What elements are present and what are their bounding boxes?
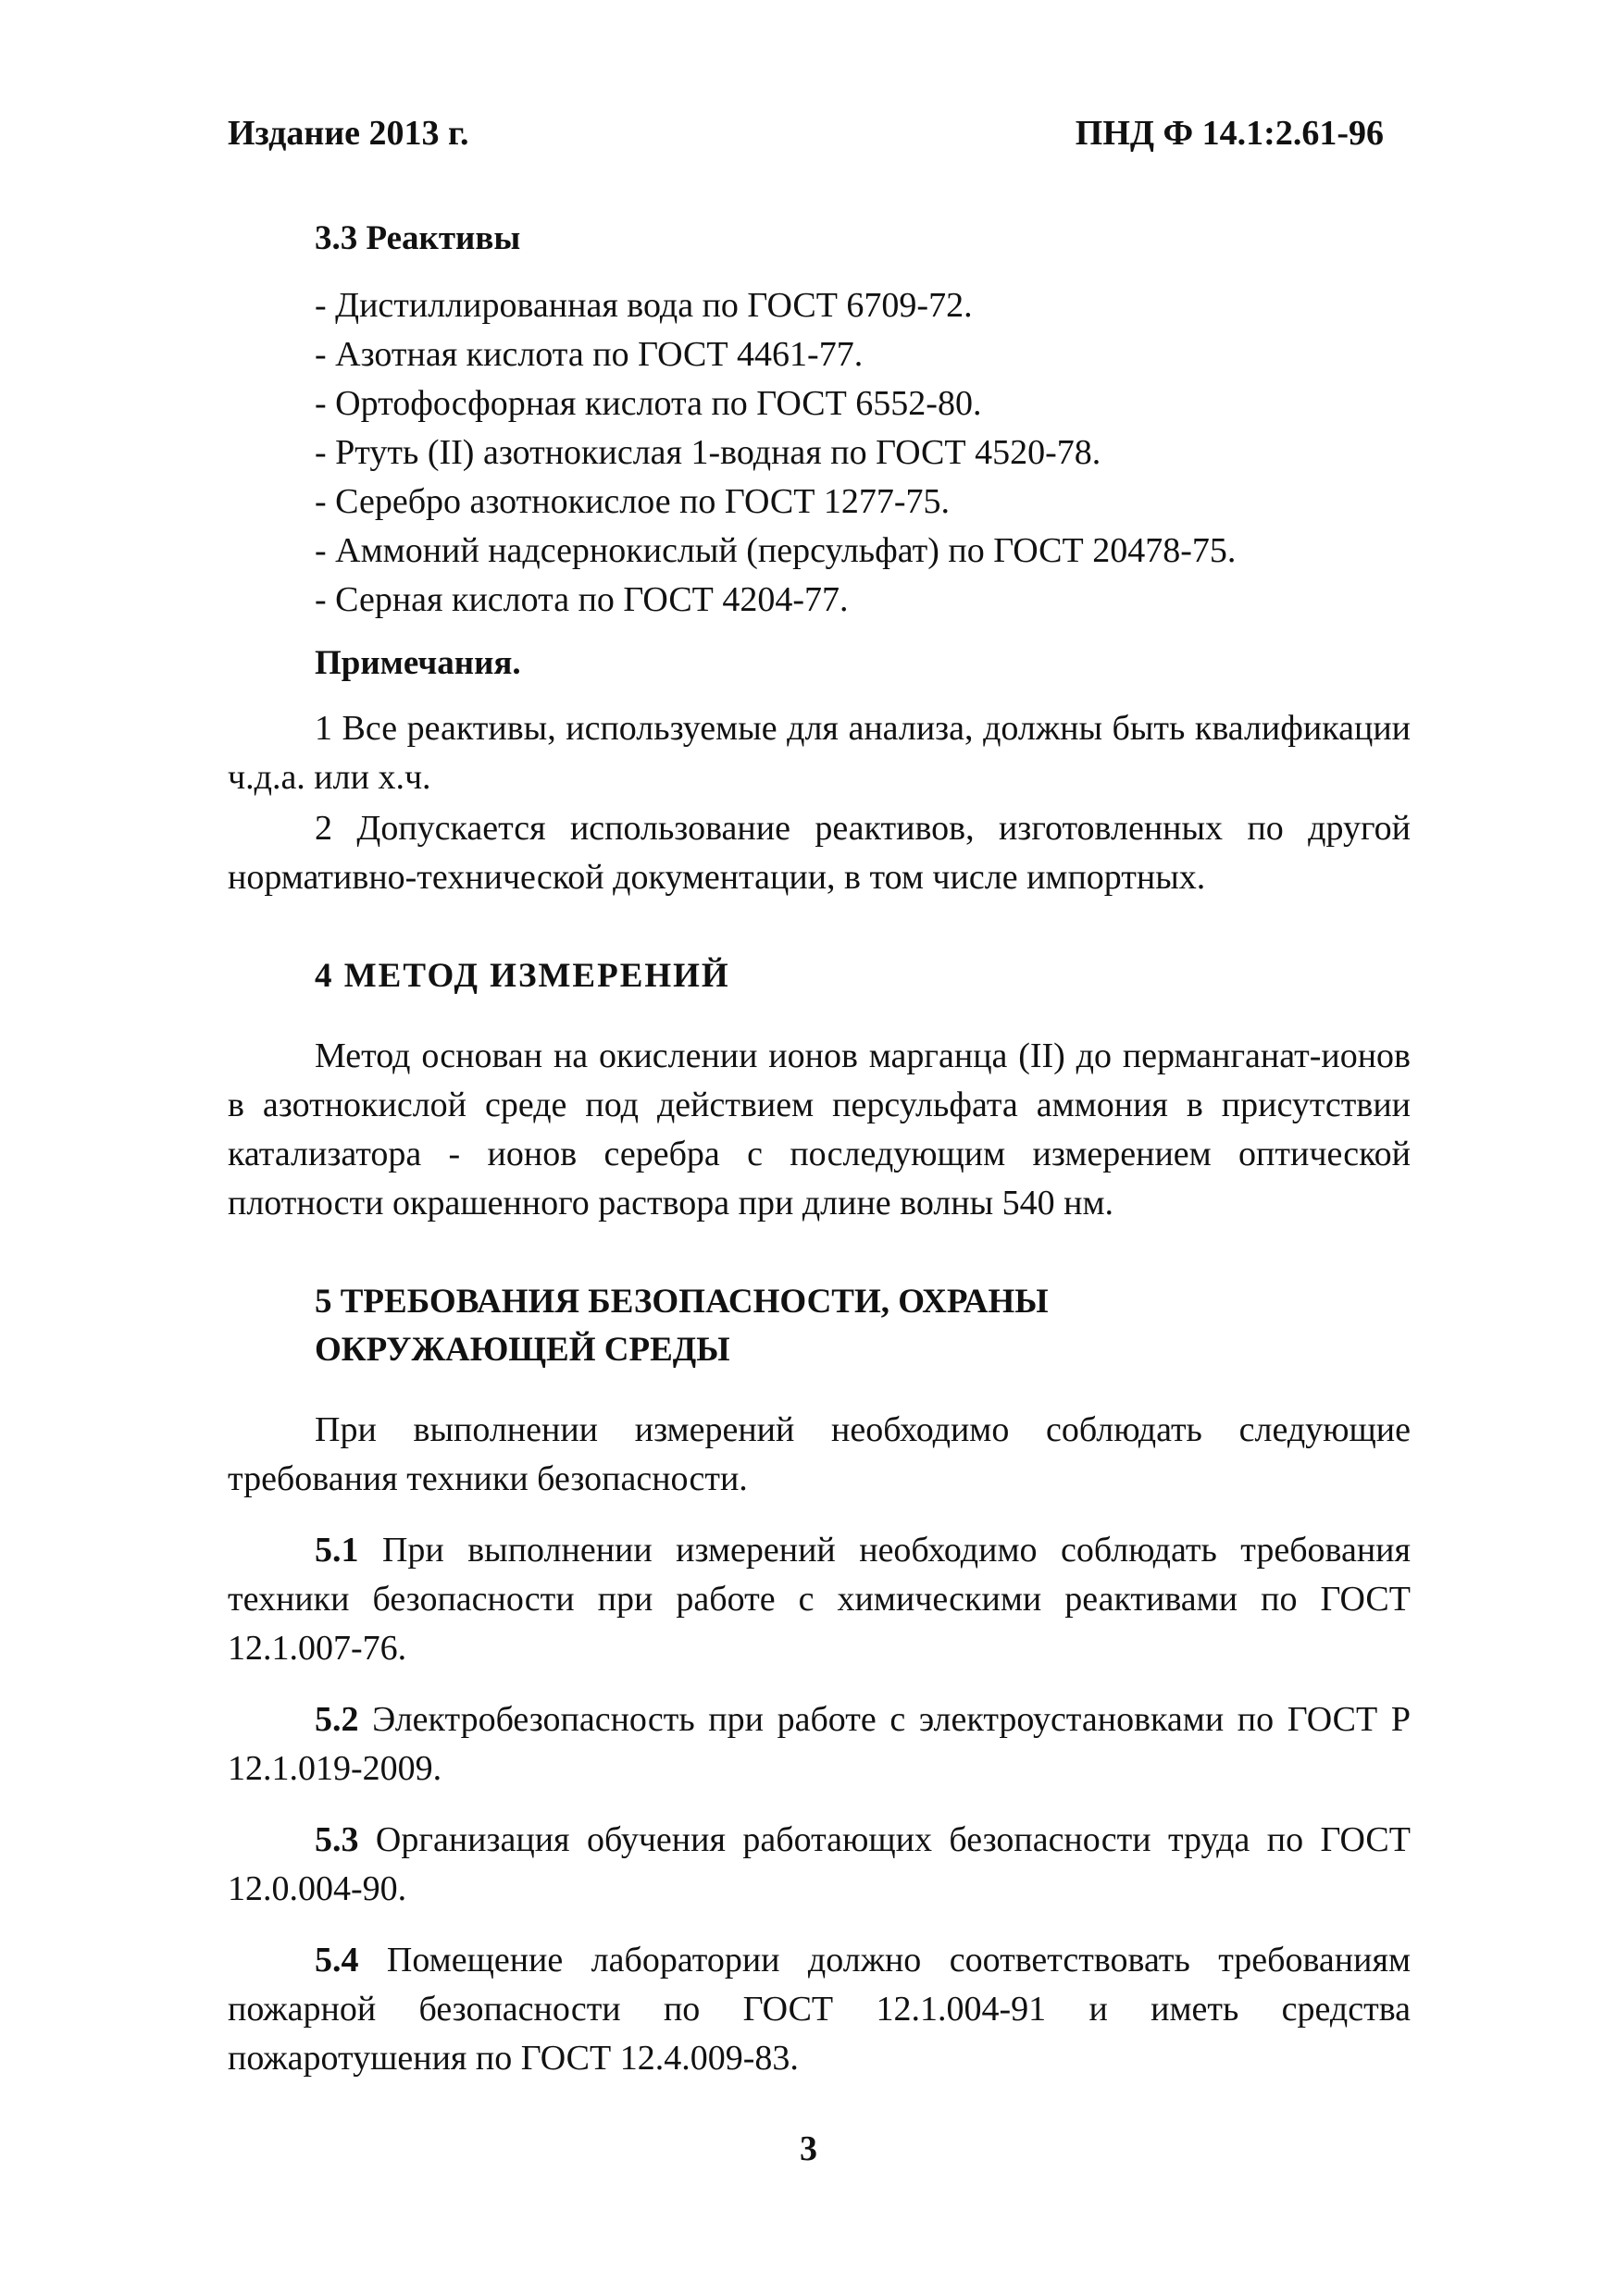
safety-intro-paragraph: При выполнении измерений необходимо соблюдать следующие требования техники безопасности. (228, 1410, 1411, 1498)
note-paragraph: 2 Допускается использование реактивов, изготовленных по другой нормативно-технической документации, в том числе импортных. (228, 809, 1411, 897)
clause-text: Помещение лаборатории должно соответствовать требованиям пожарной безопасности по ГОСТ 12.1.004-91 и иметь средства пожаротушения по ГОСТ 12.4.009-83. (228, 1941, 1411, 2078)
clause-text: При выполнении измерений необходимо соблюдать требования техники безопасности при работе с химическими реактивами по ГОСТ 12.1.007-76. (228, 1531, 1411, 1668)
reagent-item: - Аммоний надсернокислый (персульфат) по ГОСТ 20478-75. (315, 531, 1237, 570)
method-paragraph: Метод основан на окислении ионов марганца (II) до перманганат-ионов в азотнокислой среде под действием персульфата аммония в присутствии катализатора - ионов серебра с последующим измерением оптической плотности окрашенного раствора при длине волны 540 нм. (228, 1036, 1411, 1222)
section-5-title-line: 5 ТРЕБОВАНИЯ БЕЗОПАСНОСТИ, ОХРАНЫ (315, 1283, 1049, 1321)
section-5-title (228, 1278, 1411, 1374)
note-paragraph: 1 Все реактивы, используемые для анализа, должны быть квалификации ч.д.а. или х.ч. (228, 709, 1411, 797)
document-code-header: ПНД Ф 14.1:2.61-96 (1075, 114, 1384, 153)
reagent-item: - Ортофосфорная кислота по ГОСТ 6552-80. (315, 384, 982, 423)
section-4-title: 4 МЕТОД ИЗМЕРЕНИЙ (315, 957, 730, 995)
page-content (228, 215, 1411, 2083)
clause-number: 5.2 (315, 1700, 359, 1739)
reagent-item: - Серная кислота по ГОСТ 4204-77. (315, 580, 849, 619)
clause-5-2 (228, 1695, 1411, 1793)
clause-number: 5.4 (315, 1941, 359, 1980)
section-3-3-title: 3.3 Реактивы (315, 219, 521, 257)
page-number: 3 (800, 2129, 817, 2168)
clause-5-3 (228, 1816, 1411, 1914)
reagent-item: - Азотная кислота по ГОСТ 4461-77. (315, 335, 864, 374)
clause-number: 5.3 (315, 1820, 359, 1859)
reagent-item: - Дистиллированная вода по ГОСТ 6709-72. (315, 286, 973, 325)
reagent-item: - Серебро азотнокислое по ГОСТ 1277-75. (315, 482, 951, 521)
reagent-item: - Ртуть (II) азотнокислая 1-водная по ГОСТ 4520-78. (315, 433, 1101, 472)
clause-5-1 (228, 1526, 1411, 1673)
clause-text: Организация обучения работающих безопасности труда по ГОСТ 12.0.004-90. (228, 1820, 1411, 1908)
clause-text: Электробезопасность при работе с электроустановками по ГОСТ Р 12.1.019-2009. (228, 1700, 1411, 1788)
clause-number: 5.1 (315, 1531, 359, 1570)
notes-title: Примечания. (315, 644, 521, 682)
reagents-list (228, 281, 1411, 625)
edition-header: Издание 2013 г. (228, 114, 469, 153)
clause-5-4 (228, 1936, 1411, 2083)
section-5-title-line: ОКРУЖАЮЩЕЙ СРЕДЫ (315, 1331, 730, 1369)
